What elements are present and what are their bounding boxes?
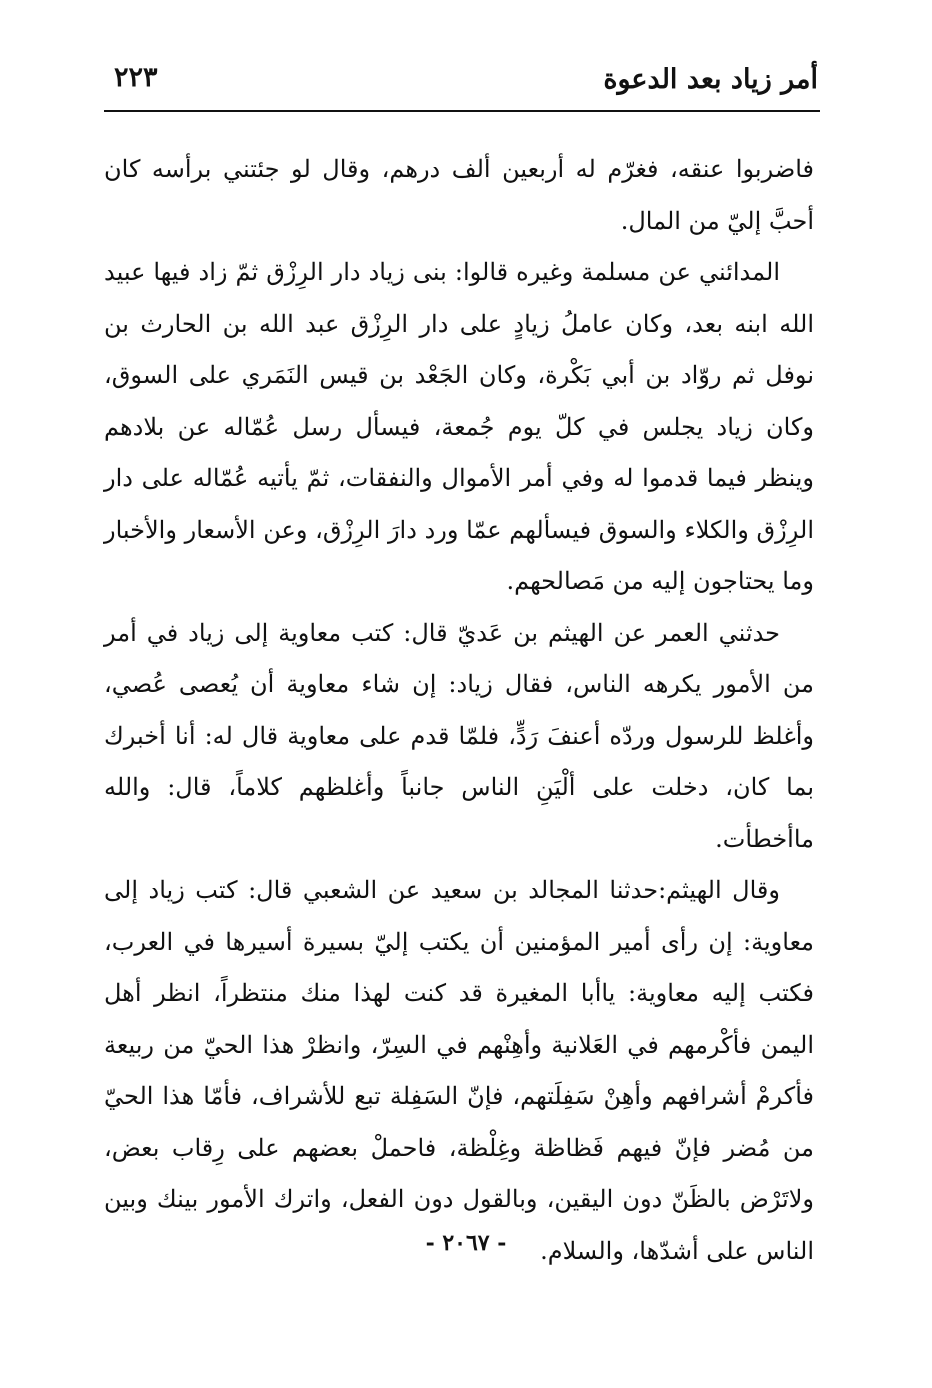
footer-page-number: - ٢٠٦٧ -: [425, 1230, 507, 1256]
body-text: [104, 144, 814, 1277]
paragraph: حدثني العمر عن الهيثم بن عَديّ قال: كتب معاوية إلى زياد في أمر من الأمور يكرهه الناس، فقال زياد: إن شاء معاوية أن يُعصى عُصي، وأغلظ للرسول وردّه أعنفَ رَدٍّ، فلمّا قدم على معاوية قال له: أنا أخبرك بما كان، دخلت على ألْيَنِ الناس جانباً وأغلظهم كلاماً، قال: والله ماأخطأت.: [104, 618, 814, 853]
page-number-top: ٢٢٣: [114, 62, 158, 93]
paragraph: وقال الهيثم:حدثنا المجالد بن سعيد عن الشعبي قال: كتب زياد إلى معاوية: إن رأى أمير المؤمنين أن يكتب إليّ بسيرة أسيرها في العرب، فكتب إليه معاوية: ياأبا المغيرة قد كنت لهذا منك منتظراً، انظر أهل اليمن فأكْرمهم في العَلانية وأهِنْهم في السِرّ، وانظرْ هذا الحيّ من ربيعة فأكرمْ أشرافهم وأهِنْ سَفِلَتهم، فإنّ السَفِلة تبع للأشراف، فأمّا هذا الحيّ من مُضر فإنّ فيهم فَظاظة وغِلْظة، فاحملْ بعضهم على رِقاب بعض، ولاتَرْض بالظَنّ دون اليقين، وبالقول دون الفعل، واترك الأمور بينك وبين الناس على أشدّها، والسلام.: [104, 876, 814, 1265]
running-title: أمر زياد بعد الدعوة: [603, 64, 818, 95]
page-header: [104, 56, 820, 112]
header-rule: [104, 110, 820, 112]
paragraph: فاضربوا عنقه، فغرّم له أربعين ألف درهم، وقال لو جئتني برأسه كان أحبَّ إليّ من المال.: [104, 155, 814, 235]
paragraph: المدائني عن مسلمة وغيره قالوا: بنى زياد دار الرِزْق ثمّ زاد فيها عبيد الله ابنه بعد، وكان عاملُ زيادٍ على دار الرِزْق عبد الله بن الحارث بن نوفل ثم روّاد بن أبي بَكْرة، وكان الجَعْد بن قيس النَمَري على السوق، وكان زياد يجلس في كلّ يوم جُمعة، فيسأل رسل عُمّاله عن بلادهم وينظر فيما قدموا له وفي أمر الأموال والنفقات، ثمّ يأتيه عُمّاله على دار الرِزْق والكلاء والسوق فيسألهم عمّا ورد دارَ الرِزْق، وعن الأسعار والأخبار وما يحتاجون إليه من مَصالحهم.: [104, 258, 814, 595]
